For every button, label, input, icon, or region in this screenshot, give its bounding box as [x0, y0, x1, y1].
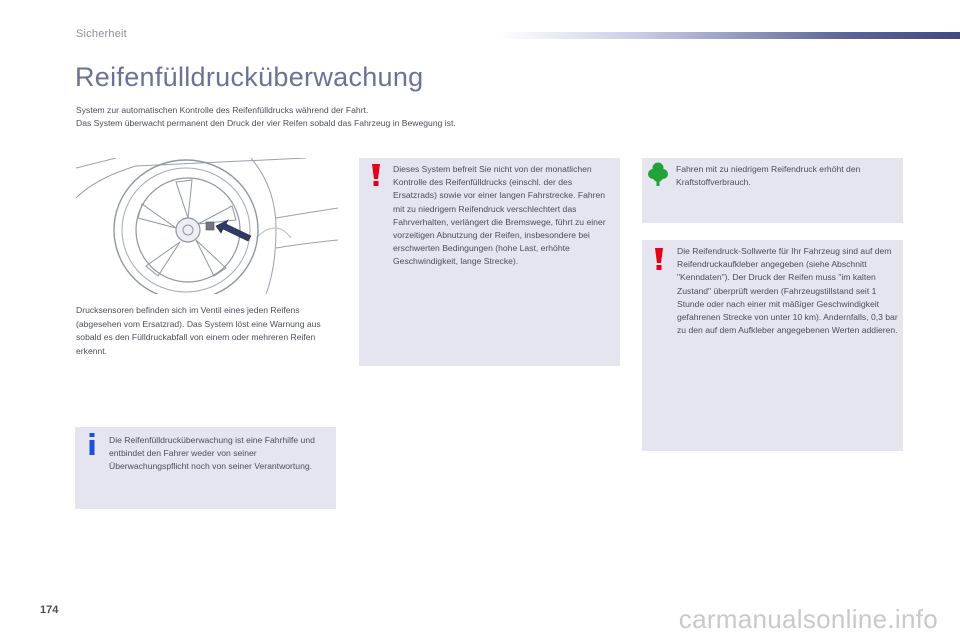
- header-gradient-bar: [500, 32, 960, 39]
- arrow-icon: [216, 220, 251, 241]
- intro-text: [76, 104, 636, 130]
- watermark: carmanualsonline.info: [678, 604, 938, 634]
- warning-box-1-text: Dieses System befreit Sie nicht von der monatlichen Kontrolle des Reifenfülldrucks (einschl. der des Ersatzrads) sowie vor einer langen Fahrstrecke. Fahren mit zu niedrigem Reifendruck verschlechtert das Fahrverhalten, verlängert die Bremswege, führt zu einer vorzeitigen Abnutzung der Reifen, insbesondere bei erschwerten Bedingungen (hohe Last, erhöhte Geschwindigkeit, lange Strecke).: [393, 164, 606, 267]
- sensor-description: Drucksensoren befinden sich im Ventil eines jeden Reifens (abgesehen vom Ersatzrad). Das System löst eine Warnung aus sobald es den Fülldruckabfall von einem oder mehreren Reifen erkennt.: [76, 305, 321, 356]
- warning-box-2-text: Die Reifendruck-Sollwerte für Ihr Fahrzeug sind auf dem Reifendruckaufkleber angegeben (siehe Abschnitt "Kenndaten"). Der Druck der Reifen muss "im kalten Zustand" überprüft werden (Fahrzeugstillstand seit 1 Stunde oder nach einer mit mäßiger Geschwindigkeit gefahrenen Strecke von unter 10 km). Andernfalls, 0,3 bar zu den auf dem Aufkleber angegebenen Werten addieren.: [677, 246, 898, 336]
- info-box-text: Die Reifenfülldrucküberwachung ist eine Fahrhilfe und entbindet den Fahrer weder von seiner Überwachungspflicht noch von seiner Verantwortung.: [109, 435, 315, 472]
- page-number: 174: [40, 604, 59, 616]
- warning-box-1: [359, 158, 620, 366]
- intro-line-2: Das System überwacht permanent den Druck der vier Reifen sobald das Fahrzeug in Bewegung ist.: [76, 118, 456, 128]
- intro-line-1: System zur automatischen Kontrolle des Reifenfülldrucks während der Fahrt.: [76, 105, 369, 115]
- info-box: [75, 427, 336, 509]
- warning-box-2: [642, 240, 903, 451]
- warning-icon: [654, 248, 664, 270]
- eco-box: [642, 158, 903, 223]
- warning-icon: [371, 164, 381, 186]
- section-label: Sicherheit: [76, 28, 127, 40]
- eco-tree-icon: [648, 162, 668, 186]
- page-title: Reifenfülldrucküberwachung: [75, 62, 424, 92]
- eco-box-text: Fahren mit zu niedrigem Reifendruck erhöht den Kraftstoffverbrauch.: [676, 164, 861, 188]
- wheel-valve-illustration: [76, 158, 338, 294]
- info-icon: [87, 433, 97, 455]
